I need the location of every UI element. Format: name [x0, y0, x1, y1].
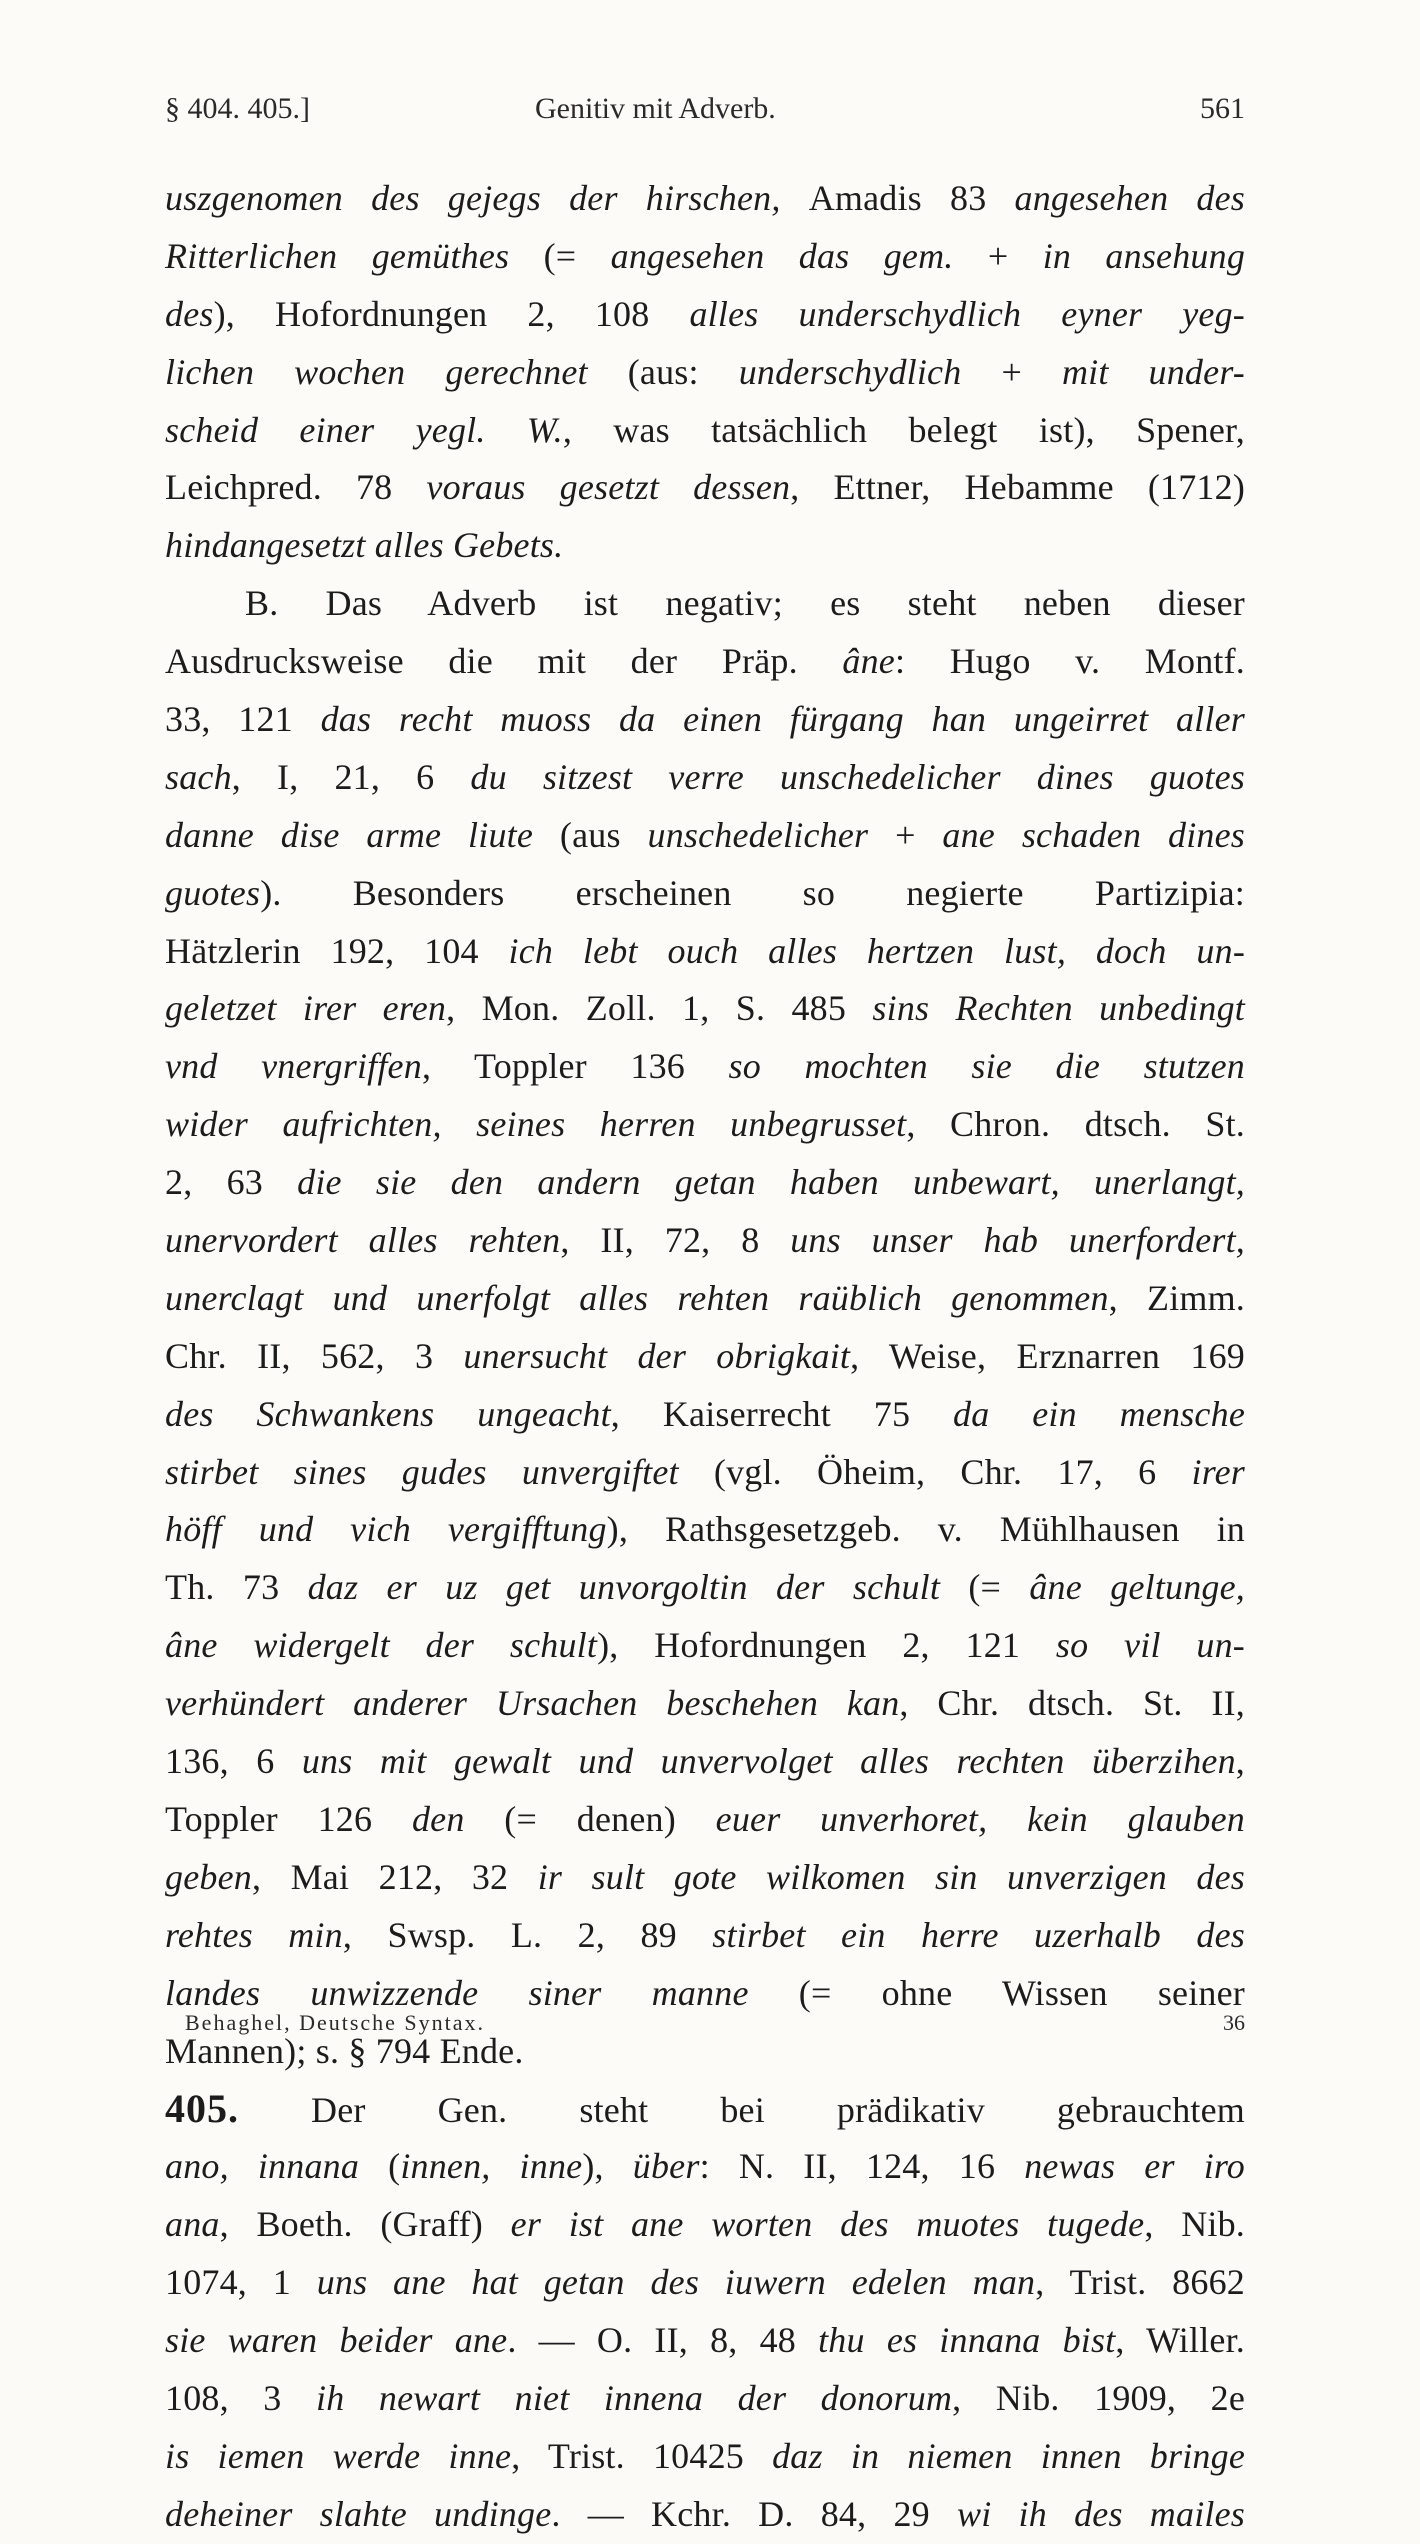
text-segment: . — O. II, 8, 48: [507, 2319, 819, 2360]
text-segment: (aus:: [627, 351, 739, 392]
text-line: [165, 749, 1245, 807]
italic-quotation: innen, inne: [400, 2146, 583, 2187]
text-line: [165, 980, 1245, 1038]
text-segment: (: [388, 2146, 401, 2187]
text-line: [165, 691, 1245, 749]
italic-quotation: underschydlich: [738, 351, 1002, 392]
italic-quotation: sie waren beider ane: [165, 2319, 508, 2360]
text-segment: , Swsp. L. 2, 89: [342, 1914, 713, 1955]
italic-quotation: uns ane hat getan des iuwern edelen man: [316, 2262, 1036, 2303]
text-segment: 1074, 1: [165, 2262, 317, 2303]
italic-quotation: stirbet ein herre uzerhalb des: [712, 1914, 1245, 1955]
text-line: [165, 865, 1245, 923]
italic-quotation: scheid einer yegl. W.: [165, 409, 563, 450]
italic-quotation: ir sult gote wilkomen sin unverzigen des: [537, 1856, 1245, 1897]
italic-quotation: angesehen des: [1014, 178, 1245, 218]
italic-quotation: alles underschydlich eyner yeg-: [689, 293, 1245, 334]
text-line: [165, 2254, 1245, 2312]
text-segment: ), Hofordnungen 2, 108: [213, 293, 690, 334]
text-line: [165, 459, 1245, 517]
italic-quotation: lichen wochen gerechnet: [165, 351, 628, 392]
text-segment: : Hugo v. Montf.: [894, 641, 1245, 682]
printer-signature: 36: [1223, 2010, 1245, 2035]
italic-quotation: irer: [1191, 1451, 1245, 1492]
italic-quotation: in ansehung: [1042, 235, 1246, 276]
text-segment: Chr. II, 562, 3: [165, 1335, 464, 1376]
italic-quotation: unersucht der obrigkait: [463, 1335, 851, 1376]
text-segment: , Mai 212, 32: [251, 1856, 538, 1897]
text-segment: Mannen); s. § 794 Ende.: [165, 2030, 524, 2071]
italic-quotation: guotes: [165, 872, 261, 913]
italic-quotation: ih newart niet innena der donorum: [316, 2377, 953, 2418]
text-line: [165, 2196, 1245, 2254]
text-segment: 2, 63: [165, 1162, 298, 1203]
text-line: [165, 575, 1245, 633]
text-segment: , Chr. dtsch. St. II,: [899, 1683, 1245, 1724]
italic-quotation: ana: [165, 2204, 220, 2245]
text-line: [165, 923, 1245, 981]
section-reference: § 404. 405.]: [165, 92, 310, 125]
text-segment: Th. 73: [165, 1567, 308, 1608]
text-segment: , Nib. 1909, 2e: [952, 2377, 1245, 2418]
italic-quotation: über: [632, 2146, 700, 2187]
italic-quotation: höff und vich vergifftung: [165, 1509, 607, 1550]
footer: [165, 2010, 1245, 2040]
text-segment: , Willer.: [1115, 2319, 1245, 2360]
text-segment: , Trist. 8662: [1035, 2262, 1245, 2303]
text-segment: ). Besonders erscheinen so negierte Partizipia:: [260, 872, 1245, 913]
italic-quotation: den: [411, 1798, 505, 1839]
text-segment: +: [987, 235, 1043, 276]
italic-quotation: angesehen das gem.: [610, 235, 988, 276]
text-segment: Der Gen. steht bei prädikativ gebrauchtem: [239, 2090, 1245, 2131]
italic-quotation: vnd vnergriffen: [165, 1046, 422, 1087]
page-number: 561: [1200, 92, 1245, 125]
text-segment: ), Rathsgesetzgeb. v. Mühlhausen in: [606, 1509, 1245, 1550]
italic-quotation: newas er iro: [1024, 2146, 1245, 2187]
text-segment: , Boeth. (Graff): [219, 2204, 511, 2245]
text-segment: (aus: [559, 814, 648, 855]
text-line: [165, 1501, 1245, 1559]
text-segment: , Toppler 136: [421, 1046, 729, 1087]
text-segment: (=: [968, 1567, 1030, 1608]
italic-quotation: daz in niemen innen bringe: [772, 2435, 1245, 2476]
body-text: [165, 170, 1245, 2544]
text-segment: , Chron. dtsch. St.: [906, 1104, 1245, 1145]
text-line: [165, 1328, 1245, 1386]
italic-quotation: uns mit gewalt und unvervolget alles rechten überzihen: [301, 1741, 1236, 1782]
italic-quotation: wi ih des mailes: [956, 2493, 1245, 2534]
text-line: [165, 1270, 1245, 1328]
text-line: [165, 1096, 1245, 1154]
italic-quotation: Ritterlichen gemüthes: [165, 235, 544, 276]
text-segment: ),: [582, 2146, 633, 2187]
text-segment: , Trist. 10425: [511, 2435, 773, 2476]
text-segment: 33, 121: [165, 699, 321, 740]
text-line: [165, 2312, 1245, 2370]
italic-quotation: ano, innana: [165, 2146, 389, 2187]
italic-quotation: is iemen werde inne: [165, 2435, 512, 2476]
text-line: [165, 1038, 1245, 1096]
text-line: [165, 1791, 1245, 1849]
text-line: [165, 228, 1245, 286]
running-title: Genitiv mit Adverb.: [535, 92, 776, 125]
italic-quotation: unervordert alles rehten: [165, 1220, 561, 1261]
text-line: [165, 1386, 1245, 1444]
text-segment: , was tatsächlich belegt ist), Spener,: [562, 409, 1245, 450]
text-segment: Hätzlerin 192, 104: [165, 930, 509, 971]
italic-quotation: verhündert anderer Ursachen beschehen kan: [165, 1683, 900, 1724]
text-segment: : N. II, 124, 16: [699, 2146, 1025, 2187]
text-line: [165, 1154, 1245, 1212]
italic-quotation: deheiner slahte undinge: [165, 2493, 552, 2534]
text-segment: +: [895, 814, 943, 855]
text-line: [165, 517, 1245, 575]
italic-quotation: geletzet irer eren: [165, 988, 447, 1029]
italic-quotation: danne dise arme liute: [165, 814, 560, 855]
running-header: [165, 92, 1245, 132]
text-line: [165, 2428, 1245, 2486]
text-segment: 108, 3: [165, 2377, 317, 2418]
italic-quotation: uszgenomen des gejegs der hirschen,: [165, 178, 809, 218]
italic-quotation: des: [165, 293, 214, 334]
italic-quotation: ich lebt ouch alles hertzen lust, doch un-: [508, 930, 1246, 971]
text-segment: ), Hofordnungen 2, 121: [597, 1625, 1056, 1666]
text-segment: (= denen): [504, 1798, 716, 1839]
text-line: [165, 1733, 1245, 1791]
italic-quotation: die sie den andern getan haben unbewart, unerlangt,: [297, 1162, 1246, 1203]
text-line: [165, 286, 1245, 344]
italic-quotation: da ein mensche: [953, 1393, 1245, 1434]
text-segment: , Zimm.: [1108, 1277, 1245, 1318]
text-segment: Ausdrucksweise die mit der Präp.: [165, 641, 843, 682]
italic-quotation: âne geltunge,: [1029, 1567, 1246, 1608]
text-segment: B. Das Adverb ist negativ; es steht neben dieser: [245, 583, 1245, 624]
italic-quotation: uns unser hab unerfordert,: [790, 1220, 1245, 1261]
text-line: [165, 1559, 1245, 1617]
text-line: [165, 1849, 1245, 1907]
text-line: [165, 1212, 1245, 1270]
italic-quotation: voraus gesetzt dessen: [426, 467, 791, 508]
text-segment: ,: [1235, 1741, 1245, 1782]
italic-quotation: so mochten sie die stutzen: [728, 1046, 1245, 1087]
text-segment: , Weise, Erznarren 169: [850, 1335, 1245, 1376]
text-segment: Toppler 126: [165, 1798, 412, 1839]
italic-quotation: âne: [842, 641, 895, 682]
text-segment: (vgl. Öheim, Chr. 17, 6: [713, 1451, 1192, 1492]
text-segment: , Ettner, Hebamme (1712): [790, 467, 1246, 508]
italic-quotation: das recht muoss da einen fürgang han ungeirret aller: [320, 699, 1245, 740]
footer-author-title: Behaghel, Deutsche Syntax.: [185, 2010, 486, 2035]
text-segment: (= ohne Wissen seiner: [798, 1972, 1245, 2013]
text-line: [165, 1617, 1245, 1675]
text-line: [165, 1444, 1245, 1502]
italic-quotation: thu es innana bist: [818, 2319, 1116, 2360]
text-segment: +: [1001, 351, 1062, 392]
italic-quotation: sach: [165, 756, 232, 797]
italic-quotation: du sitzest verre unschedelicher dines guotes: [470, 756, 1245, 797]
italic-quotation: euer unverhoret, kein glauben: [715, 1798, 1245, 1839]
text-line: [165, 2486, 1245, 2544]
text-line: [165, 2080, 1245, 2138]
italic-quotation: daz er uz get unvorgoltin der schult: [307, 1567, 969, 1608]
text-line: [165, 402, 1245, 460]
text-segment: , II, 72, 8: [560, 1220, 791, 1261]
italic-quotation: unschedelicher: [647, 814, 896, 855]
italic-quotation: sins Rechten unbedingt: [872, 988, 1245, 1029]
italic-quotation: so vil un-: [1055, 1625, 1245, 1666]
section-number: 405.: [165, 2086, 239, 2132]
italic-quotation: mit under-: [1061, 351, 1245, 392]
italic-quotation: geben: [165, 1856, 252, 1897]
text-line: [165, 2370, 1245, 2428]
text-line: [165, 633, 1245, 691]
italic-quotation: wider aufrichten, seines herren unbegrusset: [165, 1104, 907, 1145]
italic-quotation: unerclagt und unerfolgt alles rehten raüblich genommen: [165, 1277, 1109, 1318]
italic-quotation: des Schwankens ungeacht: [165, 1393, 611, 1434]
text-segment: . — Kchr. D. 84, 29: [551, 2493, 957, 2534]
text-segment: (=: [543, 235, 611, 276]
text-line: [165, 344, 1245, 402]
text-line: [165, 807, 1245, 865]
italic-quotation: rehtes min: [165, 1914, 343, 1955]
text-segment: , Nib.: [1144, 2204, 1246, 2245]
italic-quotation: âne widergelt der schult: [165, 1625, 598, 1666]
text-line: [165, 2138, 1245, 2196]
text-segment: Leichpred. 78: [165, 467, 427, 508]
italic-quotation: hindangesetzt alles Gebets.: [165, 525, 564, 566]
text-line: [165, 170, 1245, 228]
italic-quotation: stirbet sines gudes unvergiftet: [165, 1451, 714, 1492]
text-segment: , Kaiserrecht 75: [610, 1393, 953, 1434]
text-segment: , Mon. Zoll. 1, S. 485: [446, 988, 873, 1029]
italic-quotation: er ist ane worten des muotes tugede: [510, 2204, 1145, 2245]
text-line: [165, 1675, 1245, 1733]
text-segment: Amadis 83: [808, 178, 1015, 218]
italic-quotation: landes unwizzende siner manne: [165, 1972, 799, 2013]
text-segment: 136, 6: [165, 1741, 302, 1782]
text-segment: , I, 21, 6: [231, 756, 471, 797]
text-line: [165, 1907, 1245, 1965]
italic-quotation: ane schaden dines: [942, 814, 1246, 855]
